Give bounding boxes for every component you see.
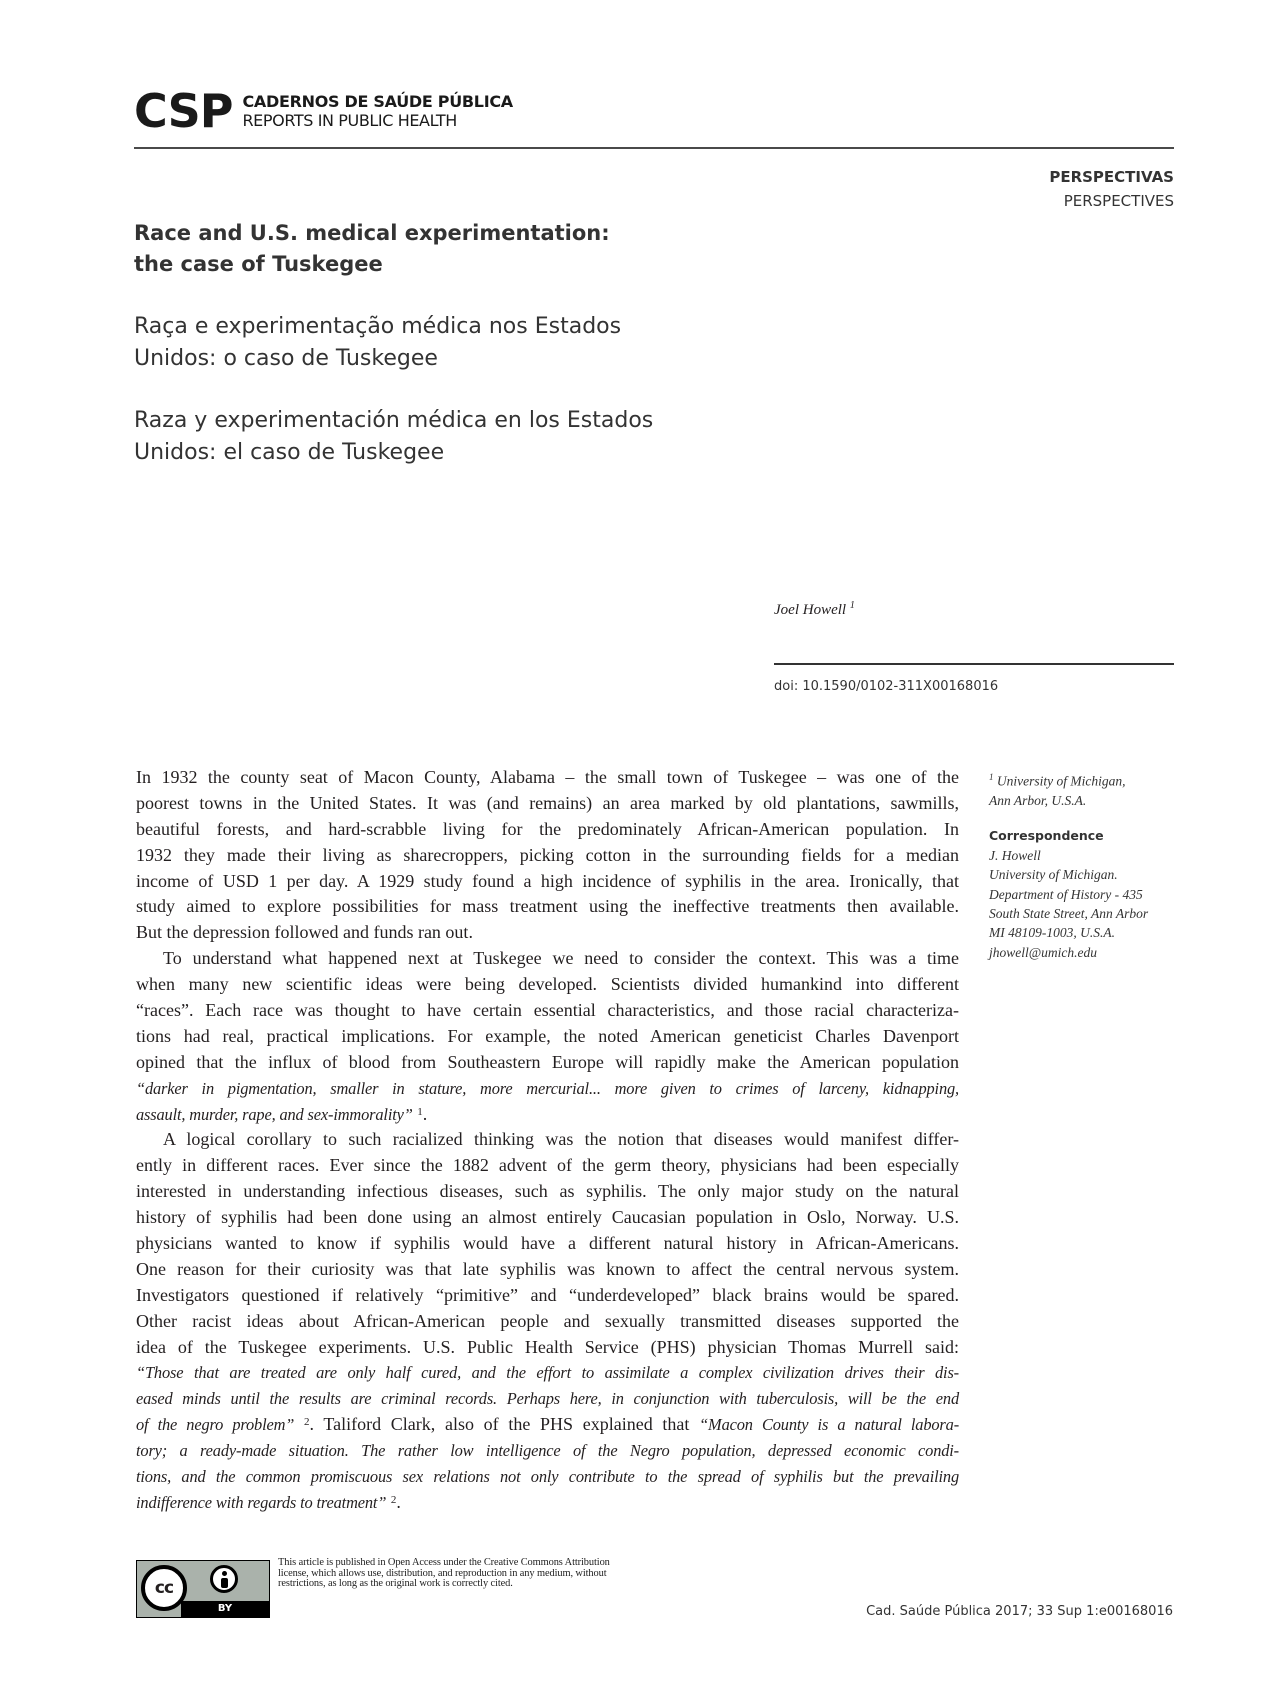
citation-superscript[interactable]: 2 [303, 1416, 310, 1429]
quoted-text: indifference with regards to treatment” [136, 1492, 387, 1512]
journal-subtitle: REPORTS IN PUBLIC HEALTH [242, 111, 457, 130]
body-line [136, 843, 959, 869]
quoted-text: of the negro problem” [136, 1415, 295, 1435]
text-segment: . Taliford Clark, also of the PHS explained that [309, 1414, 700, 1435]
text-segment: Investigators questioned if relatively “primitive” and “underdeveloped” black brains would be spared. [136, 1284, 959, 1305]
author [774, 600, 855, 619]
journal-name-block [242, 92, 512, 130]
text-segment: To understand what happened next at Tuskegee we need to consider the context. This was a time [163, 948, 959, 969]
text-segment: 1932 they made their living as sharecroppers, picking cotton in the surrounding fields for a median [136, 844, 959, 865]
citation-superscript[interactable]: 2 [390, 1493, 397, 1506]
body-line [136, 1076, 959, 1102]
body-line [136, 1283, 959, 1309]
quoted-text: tory; a ready-made situation. The rather low intelligence of the Negro population, depressed economic condi- [136, 1441, 959, 1461]
text-segment: poorest towns in the United States. It was (and remains) an area marked by old plantations, sawmills, [136, 792, 959, 813]
author-divider [774, 663, 1174, 665]
body-line [136, 1257, 959, 1283]
body-line [136, 1127, 959, 1153]
body-line [136, 972, 959, 998]
text-segment: ently in different races. Ever since the 1882 advent of the germ theory, physicians had been especially [136, 1155, 959, 1176]
quoted-text: eased minds until the results are criminal records. Perhaps here, in conjunction with tuberculosis, will be the end [136, 1389, 959, 1409]
body-line [136, 894, 959, 920]
cc-by-label: BY [181, 1601, 269, 1617]
correspondence-heading: Correspondence [989, 828, 1104, 844]
section-label [1049, 165, 1174, 213]
body-line [136, 1024, 959, 1050]
body-line [136, 1205, 959, 1231]
text-segment: history of syphilis had been done using an almost entirely Caucasian population in Oslo, Norway. U.S. [136, 1207, 959, 1228]
text-segment: . [422, 1103, 428, 1124]
license-text: This article is published in Open Access under the Creative Commons Attribution license, which allows use, distribution, and reproduction in any medium, without restrictions, as long as the original work is correctly cited. [278, 1557, 610, 1589]
affiliation-line: $^1$ University of Michigan, [989, 772, 1126, 789]
quoted-text: “Those that are treated are only half cured, and the effort to assimilate a complex civilization drives their dis- [136, 1363, 959, 1383]
title-line: Unidos: o caso de Tuskegee [134, 346, 438, 371]
header-divider [134, 147, 1174, 149]
title-portuguese [134, 311, 621, 375]
cc-icon: cc [141, 1565, 187, 1611]
text-segment: A logical corollary to such racialized thinking was the notion that diseases would manifest differ- [163, 1129, 959, 1150]
body-line [136, 1438, 959, 1464]
title-line: Raça e experimentação médica nos Estados [134, 314, 622, 339]
body-line [136, 1360, 959, 1386]
body-line [136, 791, 959, 817]
text-segment: . [396, 1491, 401, 1512]
body-line [136, 1335, 959, 1361]
text-segment [294, 1414, 304, 1434]
body-line [136, 1464, 959, 1490]
correspondence-email[interactable]: jhowell@umich.edu [989, 944, 1098, 960]
author-name: Joel Howell [774, 602, 847, 618]
body-line [136, 1102, 959, 1128]
author-affiliation-ref: 1 [849, 600, 855, 611]
title-line: Unidos: el caso de Tuskegee [134, 440, 445, 465]
body-line [136, 946, 959, 972]
quoted-text: “Macon County is a natural labora- [699, 1415, 960, 1435]
body-line [136, 1386, 959, 1412]
correspondence-line: Department of History - 435 [989, 886, 1143, 902]
text-segment: One reason for their curiosity was that late syphilis was known to affect the central nervous system. [136, 1258, 959, 1279]
text-segment: physicians wanted to know if syphilis would have a different natural history in African-Americans. [136, 1233, 959, 1254]
article-body [136, 765, 959, 1516]
correspondence-line: University of Michigan. [989, 867, 1118, 883]
text-segment: idea of the Tuskegee experiments. U.S. Public Health Service (PHS) physician Thomas Murrell said: [136, 1336, 959, 1357]
body-line [136, 1412, 959, 1438]
body-line [136, 817, 959, 843]
text-segment: income of USD 1 per day. A 1929 study found a high incidence of syphilis in the area. Ironically, that [136, 870, 959, 891]
text-segment: In 1932 the county seat of Macon County, Alabama – the small town of Tuskegee – was one of the [136, 767, 959, 787]
logo-abbreviation: CSP [134, 84, 233, 138]
journal-logo [134, 84, 513, 138]
text-segment: opined that the influx of blood from Southeastern Europe will rapidly make the American population [136, 1051, 959, 1072]
text-segment: interested in understanding infectious diseases, such as syphilis. The only major study on the natural [136, 1181, 959, 1202]
section-en: PERSPECTIVES [1063, 192, 1174, 210]
sidebar-notes [989, 768, 1189, 962]
text-segment: tions had real, practical implications. For example, the noted American geneticist Charles Davenport [136, 1025, 959, 1046]
affiliation-line: Ann Arbor, U.S.A. [989, 792, 1087, 808]
title-spanish [134, 405, 653, 469]
correspondence-line: South State Street, Ann Arbor [989, 905, 1149, 921]
title-english [134, 218, 610, 280]
body-line [136, 765, 959, 791]
citation-superscript[interactable]: 1 [417, 1105, 423, 1118]
section-pt: PERSPECTIVAS [1049, 168, 1174, 186]
correspondence-line: MI 48109-1003, U.S.A. [989, 925, 1115, 941]
body-line [136, 920, 959, 946]
quoted-text: tions, and the common promiscuous sex relations not only contribute to the spread of syphilis but the prevailing [136, 1467, 959, 1487]
title-line: Raza y experimentación médica en los Estados [134, 408, 654, 433]
text-segment: study aimed to explore possibilities for mass treatment using the ineffective treatments then available. [136, 896, 959, 917]
page-citation: Cad. Saúde Pública 2017; 33 Sup 1:e00168016 [866, 1604, 1173, 1619]
body-line [136, 869, 959, 895]
cc-by-license-badge[interactable] [136, 1560, 270, 1618]
body-line [136, 998, 959, 1024]
text-segment: But the depression followed and funds ran out. [136, 922, 473, 943]
affiliation-ref: 1 [989, 772, 994, 782]
text-segment: when many new scientific ideas were being developed. Scientists divided humankind into different [136, 974, 959, 995]
quoted-text: “darker in pigmentation, smaller in stature, more mercurial... more given to crimes of larceny, kidnapping, [136, 1078, 959, 1098]
journal-name: CADERNOS DE SAÚDE PÚBLICA [242, 92, 513, 111]
body-line [136, 1490, 959, 1516]
text-segment: Other racist ideas about African-American people and sexually transmitted diseases supported the [136, 1310, 959, 1331]
body-line [136, 1309, 959, 1335]
attribution-person-icon [210, 1565, 238, 1593]
title-line: the case of Tuskegee [134, 252, 383, 276]
body-line [136, 1153, 959, 1179]
correspondence-line: J. Howell [989, 847, 1041, 863]
quoted-text: assault, murder, rape, and sex-immorality” [136, 1104, 413, 1124]
title-line: Race and U.S. medical experimentation: [134, 221, 610, 245]
text-segment: “races”. Each race was thought to have certain essential characteristics, and those racial characteriza- [136, 1000, 959, 1021]
text-segment: beautiful forests, and hard-scrabble living for the predominately African-American population. In [136, 818, 959, 839]
body-line [136, 1179, 959, 1205]
doi[interactable]: doi: 10.1590/0102-311X00168016 [774, 679, 999, 694]
body-line [136, 1050, 959, 1076]
body-line [136, 1231, 959, 1257]
